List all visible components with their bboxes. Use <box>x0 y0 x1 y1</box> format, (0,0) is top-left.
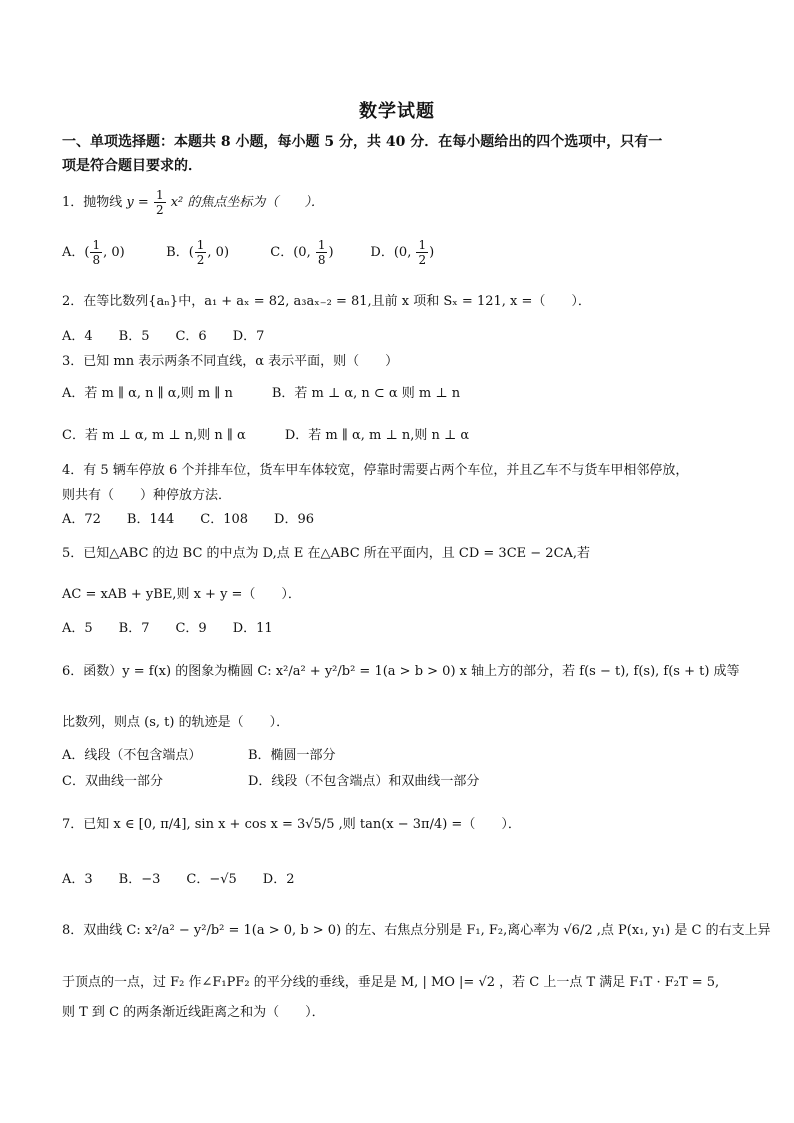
question-5-stem-line2: AC = xAB + yBE,则 x + y =（ ）． <box>62 587 301 602</box>
question-6-option-a: A．线段（不包含端点） <box>62 748 202 763</box>
option-d: D．(0, $\frac{1}{2}$ ) <box>370 238 435 267</box>
question-8-stem-line1: 8．双曲线 C: x²/a² − y²/b² = 1(a > 0, b > 0) 的左、右焦点分别是 F₁, F₂,离心率为 √6/2 ,点 P(x₁, y₁) 是 C 的右支上异 <box>62 923 771 938</box>
page-title: 数学试题 <box>359 101 435 122</box>
question-2-stem: 2．在等比数列{aₙ}中，a₁ + aₓ = 82, a₃aₓ₋₂ = 81,且前 x 项和 Sₓ = 121, x =（ ）． <box>62 294 591 309</box>
question-2-options: A．4 B．5 C．6 D．7 <box>62 329 265 344</box>
question-3-stem: 3．已知 mn 表示两条不同直线，α 表示平面，则（ ） <box>62 354 399 369</box>
section-heading-line1: 一、单项选择题：本题共 8 小题，每小题 5 分，共 40 分．在每小题给出的四个选项中，只有一 <box>62 134 663 150</box>
section-heading-line2: 项是符合题目要求的． <box>62 158 202 174</box>
question-1-stem: 1．抛物线 y = $\frac{1}{2}$ x² 的焦点坐标为（ ）． <box>62 188 324 217</box>
question-8-stem-line3: 则 T 到 C 的两条渐近线距离之和为（ ）． <box>62 1005 325 1020</box>
question-1-options <box>62 238 434 267</box>
question-5-options: A．5 B．7 C．9 D．11 <box>62 621 273 636</box>
question-4-options: A．72 B．144 C．108 D．96 <box>62 512 315 527</box>
question-6-option-c: C．双曲线一部分 <box>62 774 163 789</box>
question-4-stem-line2: 则共有（ ）种停放方法． <box>62 488 232 503</box>
option-c: C．(0, $\frac{1}{8}$ ) <box>270 238 334 267</box>
option-a: A．( $\frac{1}{8}$ , 0) <box>62 238 125 267</box>
option-b: B．( $\frac{1}{2}$ , 0) <box>166 238 230 267</box>
fraction: $\frac{1}{2}$ <box>155 188 164 217</box>
question-6-option-d: D．线段（不包含端点）和双曲线一部分 <box>248 774 480 789</box>
question-4-stem-line1: 4．有 5 辆车停放 6 个并排车位，货车甲车体较宽，停靠时需要占两个车位，并且乙车不与货车甲相邻停放， <box>62 463 689 478</box>
question-7-options: A．3 B．−3 C．−√5 D．2 <box>62 872 295 887</box>
question-3-options-cd: C．若 m ⊥ α, m ⊥ n,则 n ∥ α D．若 m ∥ α, m ⊥ n,则 n ⊥ α <box>62 428 470 443</box>
question-7-stem: 7．已知 x ∈ [0, π/4], sin x + cos x = 3√5/5 ,则 tan(x − 3π/4) =（ ）． <box>62 817 521 832</box>
question-3-options-ab: A．若 m ∥ α, n ∥ α,则 m ∥ n B．若 m ⊥ α, n ⊂ α 则 m ⊥ n <box>62 386 461 401</box>
question-6-stem-line1: 6．函数）y = f(x) 的图象为椭圆 C: x²/a² + y²/b² = 1(a > b > 0) x 轴上方的部分，若 f(s − t), f(s), f(s + t) 成等 <box>62 664 740 679</box>
question-6-stem-line2: 比数列，则点 (s, t) 的轨迹是（ ）． <box>62 715 290 730</box>
question-5-stem-line1: 5．已知△ABC 的边 BC 的中点为 D,点 E 在△ABC 所在平面内，且 CD = 3CE − 2CA,若 <box>62 546 591 561</box>
question-8-stem-line2: 于顶点的一点，过 F₂ 作∠F₁PF₂ 的平分线的垂线，垂足是 M, | MO |= √2 ，若 C 上一点 T 满足 F₁T · F₂T = 5, <box>62 975 720 990</box>
question-6-option-b: B．椭圆一部分 <box>248 748 336 763</box>
